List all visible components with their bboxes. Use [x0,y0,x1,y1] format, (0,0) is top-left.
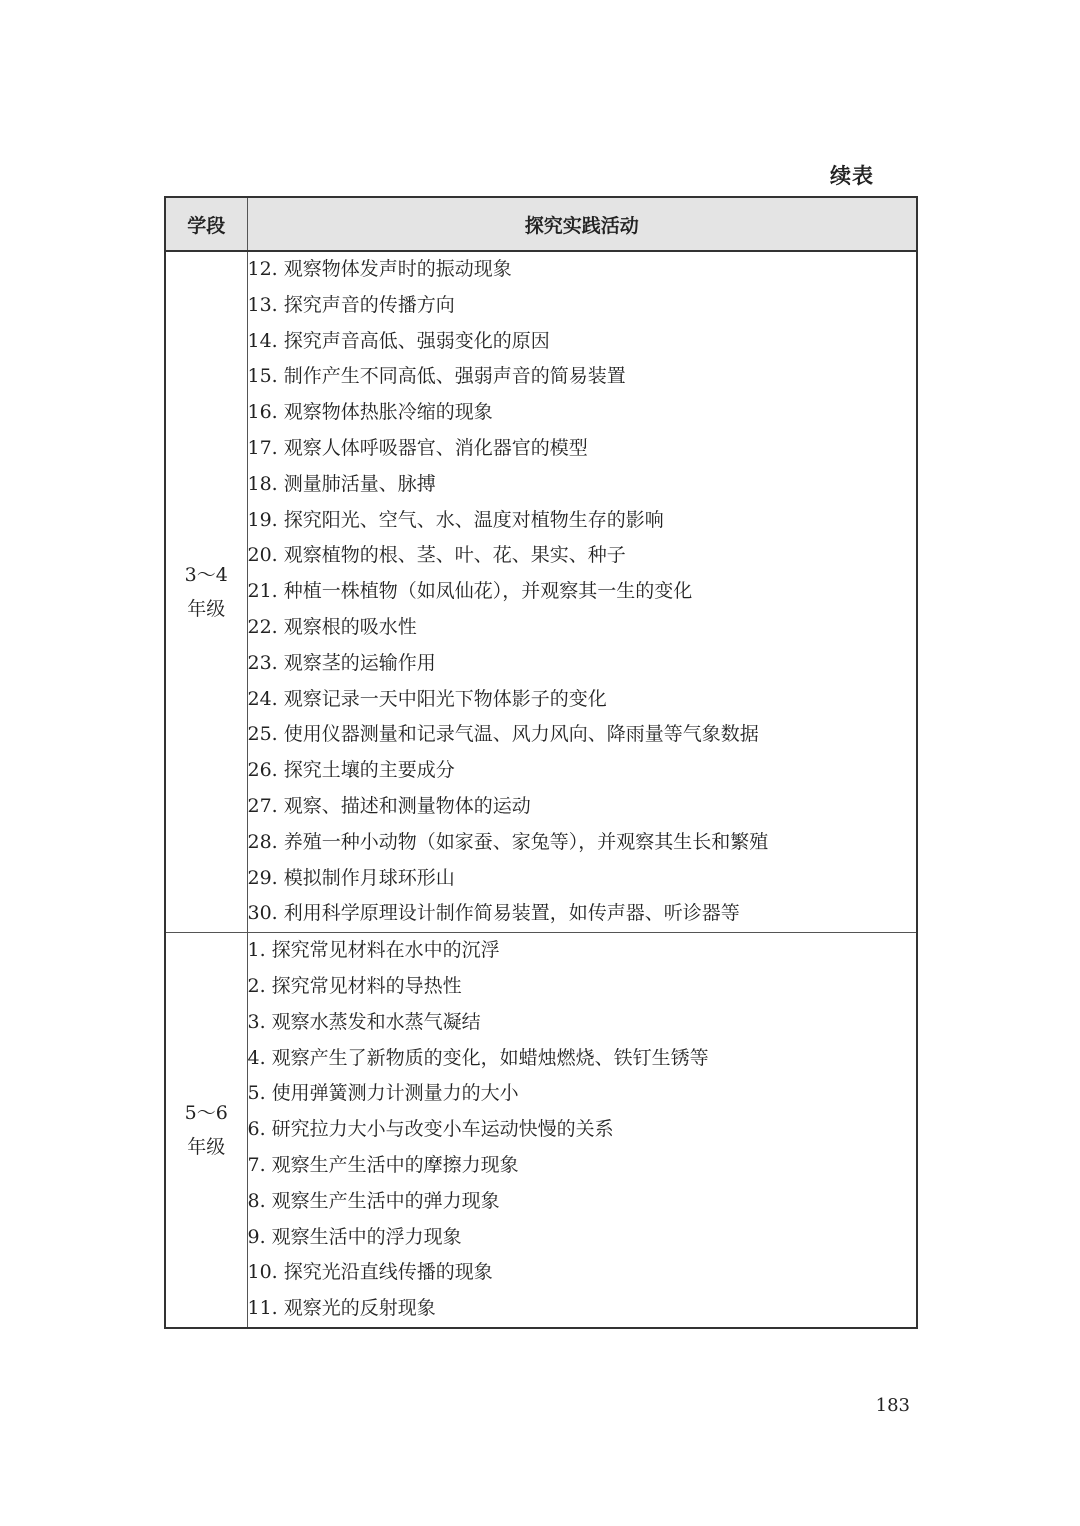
activity-item: 6. 研究拉力大小与改变小车运动快慢的关系 [247,1118,614,1141]
stage-cell [165,251,247,933]
activity-item: 14. 探究声音高低、强弱变化的原因 [247,329,550,352]
activity-item: 7. 观察生产生活中的摩擦力现象 [247,1153,519,1176]
stage-grade-range: 3～4 [184,564,228,587]
table-row [165,933,917,1328]
header-stage: 学段 [165,197,247,251]
activity-item: 17. 观察人体呼吸器官、消化器官的模型 [247,436,588,459]
activity-item: 12. 观察物体发声时的振动现象 [247,258,512,280]
activity-table [164,196,918,1329]
page-number: 183 [875,1395,910,1416]
activities-cell [247,251,917,933]
activity-item: 18. 测量肺活量、脉搏 [247,472,436,495]
activity-item: 16. 观察物体热胀冷缩的现象 [247,401,493,424]
table-header-row [165,197,917,251]
activity-item: 24. 观察记录一天中阳光下物体影子的变化 [247,687,607,710]
stage-grade-label: 年级 [187,598,226,621]
activity-item: 8. 观察生产生活中的弹力现象 [247,1189,500,1212]
activities-cell [247,933,917,1328]
activity-item: 21. 种植一株植物（如凤仙花），并观察其一生的变化 [247,580,693,603]
activity-item: 13. 探究声音的传播方向 [247,293,455,316]
activity-item: 22. 观察根的吸水性 [247,615,417,638]
activity-item: 1. 探究常见材料在水中的沉浮 [247,939,500,962]
continued-table-label: 续表 [830,164,874,188]
activity-item: 10. 探究光沿直线传播的现象 [247,1261,493,1284]
activity-item: 25. 使用仪器测量和记录气温、风力风向、降雨量等气象数据 [247,723,759,746]
table-row [165,251,917,933]
activity-item: 29. 模拟制作月球环形山 [247,866,455,889]
activity-item: 11. 观察光的反射现象 [247,1297,436,1320]
activity-item: 27. 观察、描述和测量物体的运动 [247,794,531,817]
activity-item: 26. 探究土壤的主要成分 [247,759,455,782]
header-activities: 探究实践活动 [247,197,917,251]
activity-item: 2. 探究常见材料的导热性 [247,974,462,997]
stage-grade-label: 年级 [187,1136,226,1159]
activity-list [248,252,917,932]
stage-grade-range: 5～6 [184,1102,228,1125]
activity-item: 20. 观察植物的根、茎、叶、花、果实、种子 [247,544,626,567]
activity-item: 3. 观察水蒸发和水蒸气凝结 [247,1010,481,1033]
activity-item: 9. 观察生活中的浮力现象 [247,1225,462,1248]
activity-list [248,933,917,1327]
activity-item: 19. 探究阳光、空气、水、温度对植物生存的影响 [247,508,664,531]
activity-item: 23. 观察茎的运输作用 [247,651,436,674]
stage-cell [165,933,247,1328]
activity-item: 4. 观察产生了新物质的变化，如蜡烛燃烧、铁钉生锈等 [247,1046,709,1069]
activity-item: 15. 制作产生不同高低、强弱声音的简易装置 [247,365,626,388]
activity-item: 28. 养殖一种小动物（如家蚕、家兔等），并观察其生长和繁殖 [247,830,769,853]
activity-item: 5. 使用弹簧测力计测量力的大小 [247,1082,519,1105]
table-body [165,251,917,1328]
activity-item: 30. 利用科学原理设计制作简易装置，如传声器、听诊器等 [247,902,740,925]
